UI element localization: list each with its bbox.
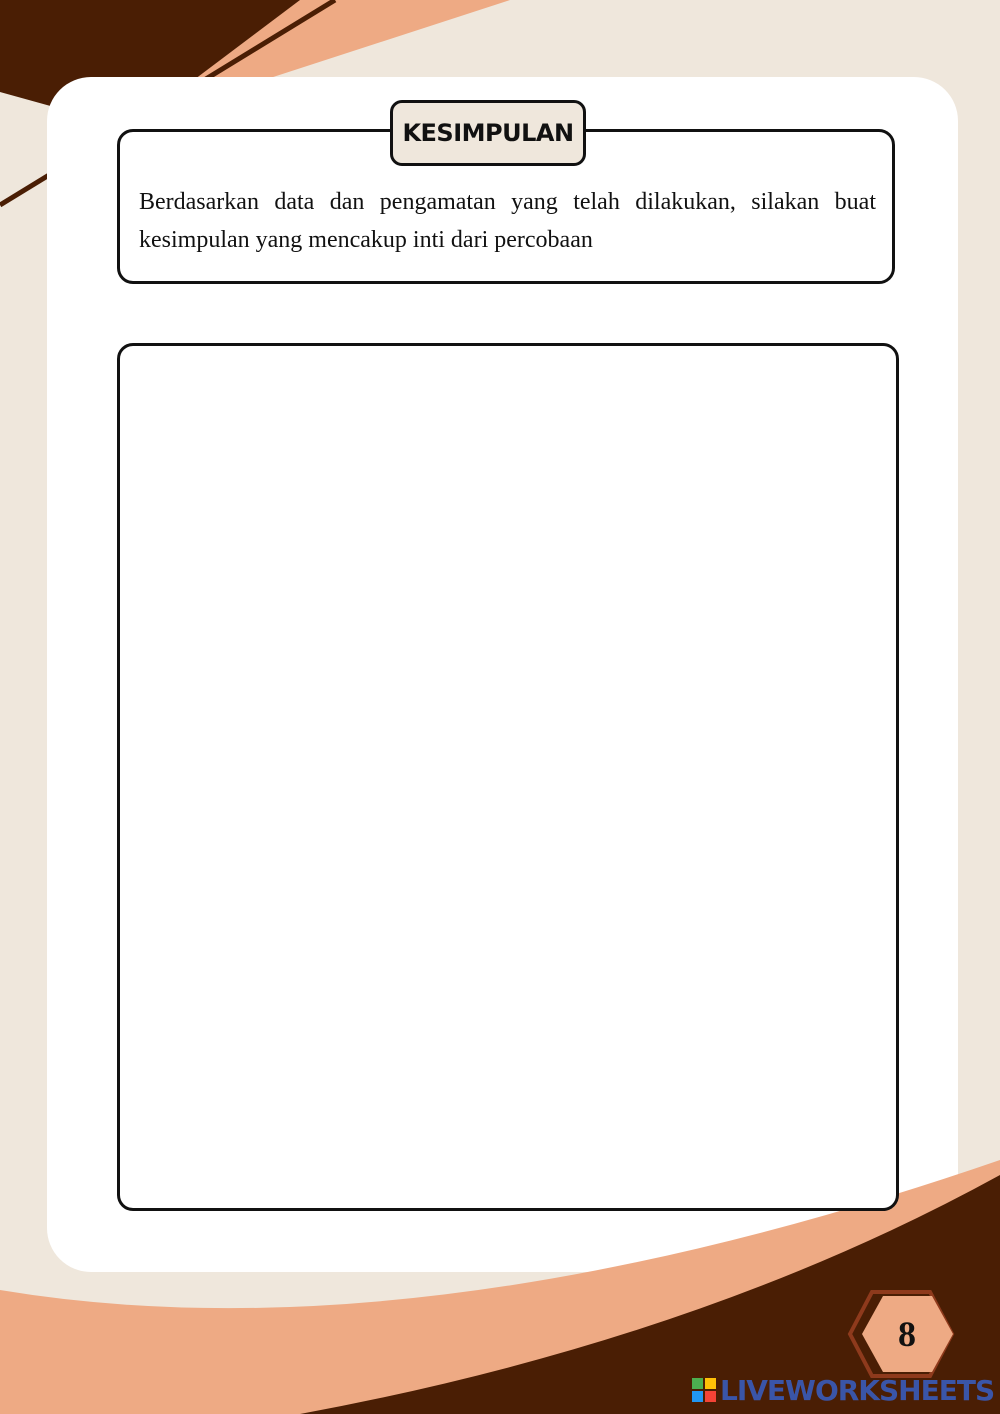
- brand-name: LIVEWORKSHEETS: [720, 1373, 995, 1407]
- section-title: KESIMPULAN: [390, 100, 586, 166]
- liveworksheets-grid-icon: [692, 1378, 716, 1402]
- instruction-text: Berdasarkan data dan pengamatan yang telah dilakukan, silakan buat kesimpulan yang mencakup inti dari percobaan: [139, 189, 876, 253]
- liveworksheets-logo: [692, 1374, 994, 1406]
- answer-textbox[interactable]: [117, 343, 899, 1211]
- page-number: 8: [898, 1314, 916, 1354]
